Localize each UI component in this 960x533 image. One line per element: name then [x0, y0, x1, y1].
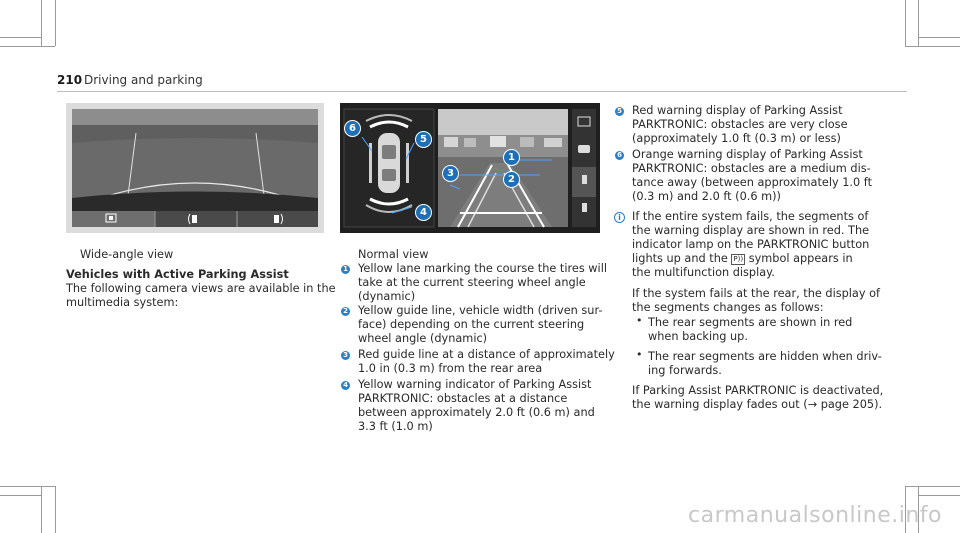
item-text-line: take at the current steering wheel angle	[358, 276, 586, 289]
crop-mark	[918, 0, 919, 46]
item-text-line: between approximately 2.0 ft (0.6 m) and	[358, 406, 595, 419]
item-text-line: PARKTRONIC: obstacles at a distance	[358, 392, 568, 405]
item-text-line: Yellow guide line, vehicle width (driven sur-	[358, 304, 603, 317]
callout-6: 6	[344, 120, 361, 137]
wide-angle-view-figure	[66, 103, 324, 233]
item-number-badge: 2	[341, 307, 350, 316]
crop-mark	[41, 0, 42, 46]
normal-view-figure	[340, 103, 600, 233]
sensor-rear-icon[interactable]	[582, 203, 587, 212]
note-line	[632, 252, 853, 266]
crop-mark	[41, 486, 42, 533]
item-text-line: Yellow lane marking the course the tires will	[358, 262, 607, 275]
item-text-line: (dynamic)	[358, 290, 416, 303]
item-text-line: Red warning display of Parking Assist	[632, 104, 843, 117]
item-text-line: face) depending on the current steering	[358, 318, 585, 331]
watermark: carmanualsonline.info	[688, 503, 942, 528]
callout-4: 4	[415, 204, 432, 221]
figure-caption-normal: Normal view	[358, 248, 429, 261]
crop-mark	[905, 46, 960, 47]
item-text-line: PARKTRONIC: obstacles are a medium dis-	[632, 162, 871, 175]
item-text-line: PARKTRONIC: obstacles are very close	[632, 118, 848, 131]
note-line-prefix: lights up and the	[632, 252, 728, 265]
note-line: If the entire system fails, the segments of	[632, 210, 869, 223]
note-line-suffix: symbol appears in	[748, 252, 853, 265]
item-text-line: (0.3 m) and 2.0 ft (0.6 m))	[632, 190, 781, 203]
note-line: indicator lamp on the PARKTRONIC button	[632, 238, 870, 251]
item-number-badge: 3	[341, 351, 350, 360]
item-number-badge: 5	[615, 107, 624, 116]
crop-mark	[0, 495, 41, 496]
header-divider	[57, 91, 907, 92]
section-heading: Vehicles with Active Parking Assist	[66, 268, 289, 281]
crop-mark	[55, 0, 56, 46]
item-text-line: (approximately 1.0 ft (0.3 m) or less)	[632, 132, 841, 145]
intro-line: The following camera views are available in the	[66, 282, 336, 295]
crop-mark	[905, 486, 960, 487]
bullet-text-line: when backing up.	[648, 330, 748, 343]
crop-mark	[905, 0, 906, 46]
item-text-line: Yellow warning indicator of Parking Assist	[358, 378, 592, 391]
bullet-text-line: The rear segments are shown in red	[648, 316, 853, 329]
crop-mark	[919, 495, 960, 496]
callout-5: 5	[415, 131, 432, 148]
item-text-line: tance away (between approximately 1.0 ft	[632, 176, 873, 189]
bullet-text-line: The rear segments are hidden when driv-	[648, 350, 882, 363]
callout-1: 1	[503, 149, 520, 166]
bullet-dot: •	[636, 348, 643, 361]
item-text-line: 3.3 ft (1.0 m)	[358, 420, 433, 433]
crop-mark	[0, 37, 41, 38]
note-line: If the system fails at the rear, the display of	[632, 287, 881, 300]
parktronic-symbol-icon: P))	[733, 255, 744, 263]
car-top-icon[interactable]	[578, 145, 590, 153]
callout-2: 2	[503, 171, 520, 188]
intro-line: multimedia system:	[66, 296, 179, 309]
page-number: 210	[57, 73, 83, 87]
crop-mark	[0, 46, 55, 47]
item-number-badge: 6	[615, 151, 624, 160]
closing-line: the warning display fades out (→ page 205).	[632, 398, 883, 411]
crop-mark	[0, 486, 55, 487]
section-title: Driving and parking	[84, 73, 203, 87]
closing-line: If Parking Assist PARKTRONIC is deactivated,	[632, 384, 884, 397]
item-number-badge: 1	[341, 265, 350, 274]
info-icon: i	[614, 212, 625, 223]
sensor-icon[interactable]	[582, 175, 587, 184]
callout-3: 3	[442, 165, 459, 182]
note-line: the multifunction display.	[632, 266, 775, 279]
figure-caption-wide-angle: Wide-angle view	[80, 248, 174, 261]
wide-angle-camera-image	[66, 103, 324, 233]
bullet-dot: •	[636, 314, 643, 327]
item-number-badge: 4	[341, 381, 350, 390]
item-text-line: Red guide line at a distance of approximately	[358, 348, 615, 361]
car-top-view-icon	[378, 133, 400, 193]
item-text-line: Orange warning display of Parking Assist	[632, 148, 863, 161]
item-text-line: 1.0 in (0.3 m) from the rear area	[358, 362, 543, 375]
crop-mark	[55, 486, 56, 533]
bullet-text-line: ing forwards.	[648, 364, 722, 377]
note-line: the segments changes as follows:	[632, 301, 824, 314]
crop-mark	[919, 37, 960, 38]
note-line: the warning display are shown in red. The	[632, 224, 870, 237]
normal-view-camera-image	[340, 103, 600, 233]
item-text-line: wheel angle (dynamic)	[358, 332, 488, 345]
